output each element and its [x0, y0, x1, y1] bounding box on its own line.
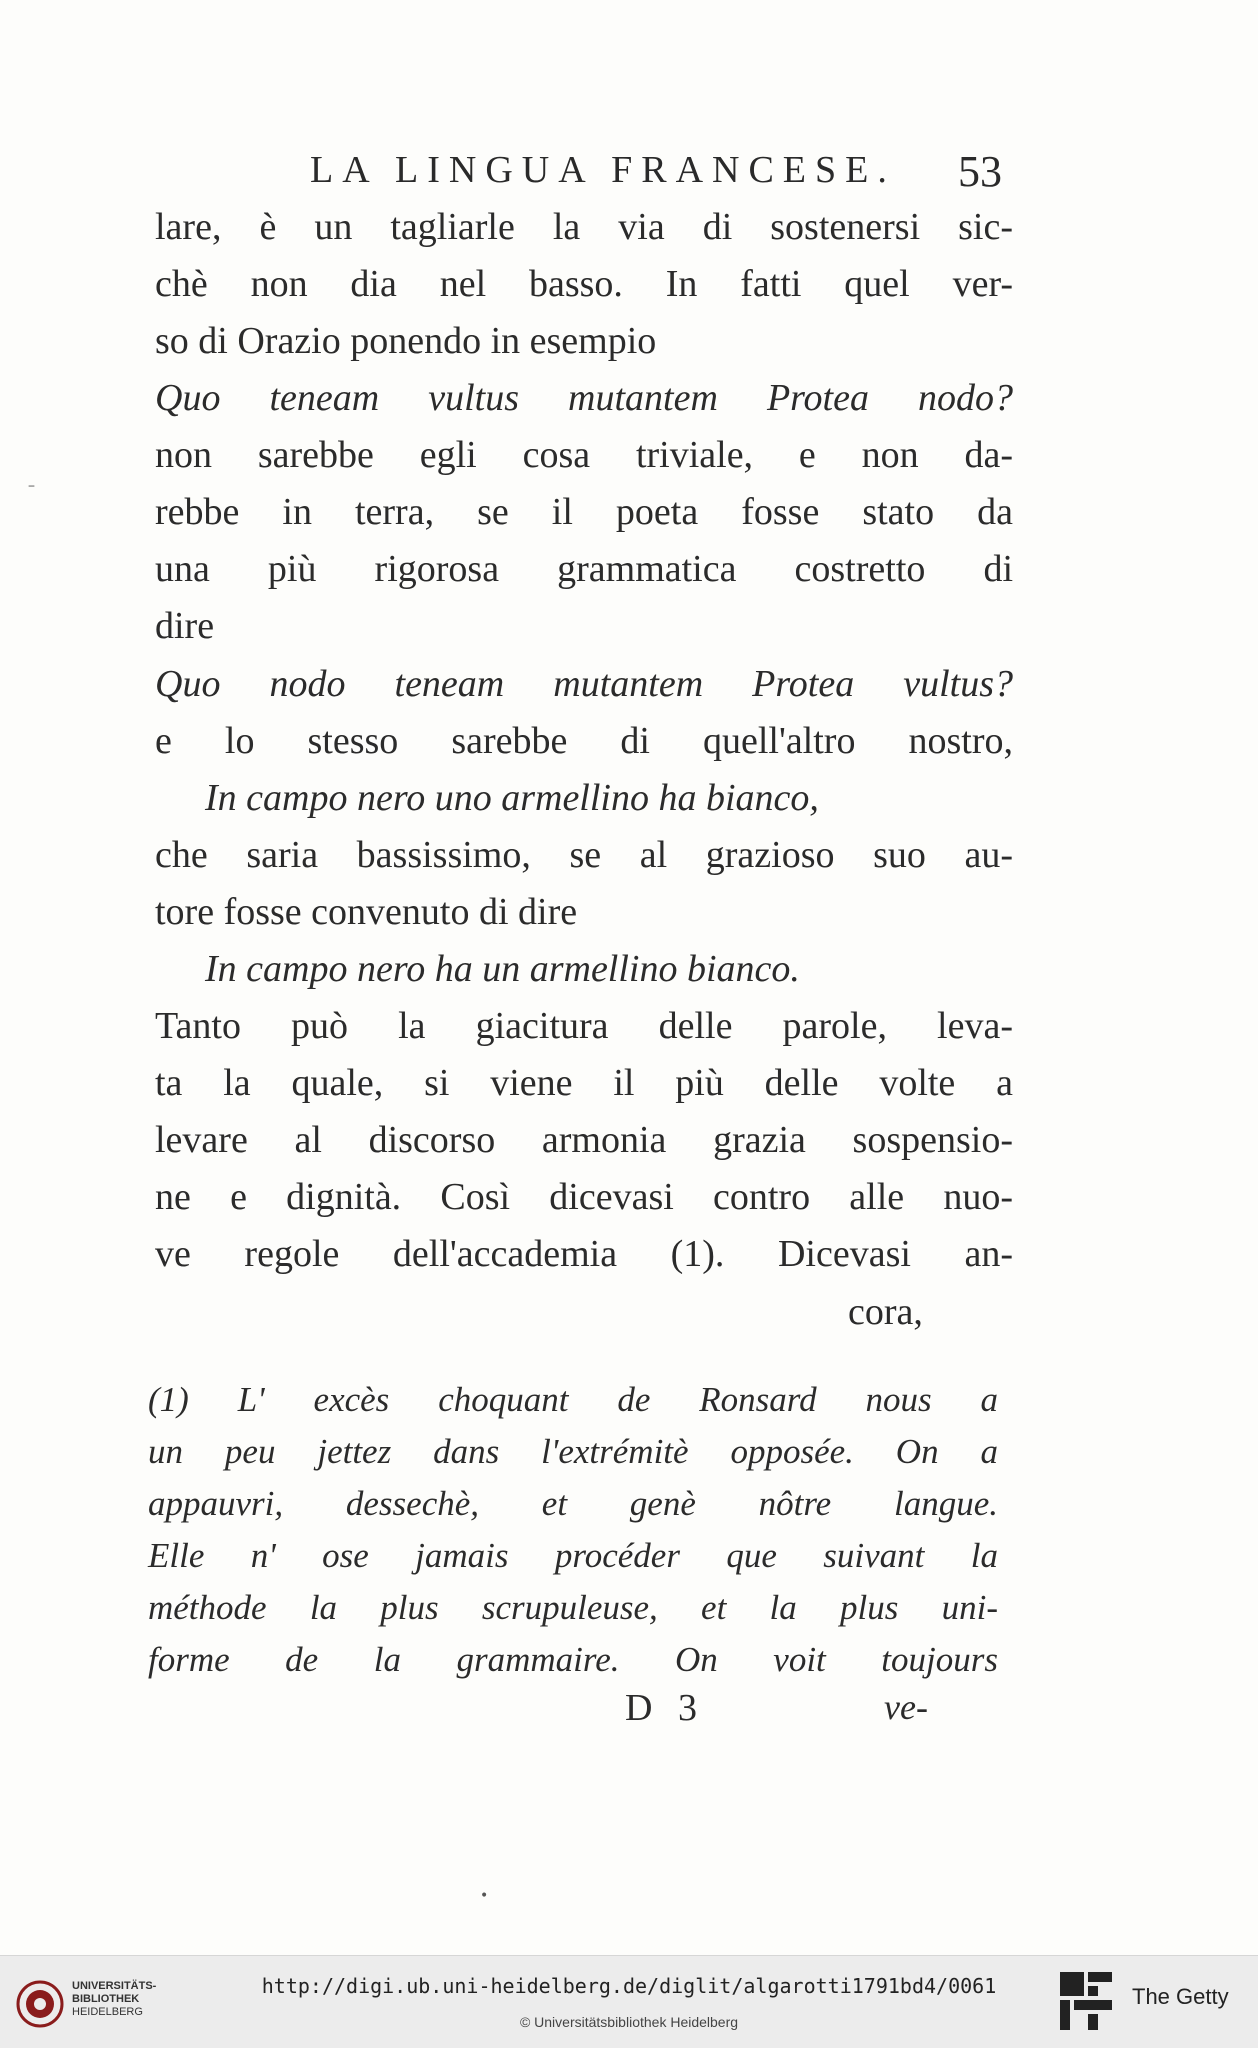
verse-line: In campo nero ha un armellino bianco. [205, 948, 800, 990]
text-line: so di Orazio ponendo in esempio [155, 320, 657, 362]
signature-mark: D 3 [625, 1687, 705, 1729]
text-line: Tanto può la giacitura delle parole, leva- [155, 1005, 1013, 1047]
partner-name: The Getty [1132, 1984, 1229, 2009]
ink-spot: • [480, 1888, 489, 1904]
page-url-link[interactable]: http://digi.ub.uni-heidelberg.de/diglit/algarotti1791bd4/0061 [261, 1974, 997, 1998]
catchword: ve- [884, 1687, 928, 1727]
margin-mark: – [28, 478, 35, 494]
verse-line: Quo teneam vultus mutantem Protea nodo? [155, 377, 1013, 419]
text-line: dire [155, 605, 215, 647]
footnote-line: forme de la grammaire. On voit toujours [148, 1640, 998, 1679]
footnote-line: méthode la plus scrupuleuse, et la plus uni- [148, 1588, 998, 1627]
running-title: LA LINGUA FRANCESE. [310, 149, 896, 191]
text-line: lare, è un tagliarle la via di sostenersi sic- [155, 206, 1013, 248]
footnote-line: appauvri, dessechè, et genè nôtre langue. [148, 1484, 998, 1523]
text-line: ta la quale, si viene il più delle volte a [155, 1062, 1013, 1104]
verse-line: In campo nero uno armellino ha bianco, [205, 777, 819, 819]
text-line: rebbe in terra, se il poeta fosse stato da [155, 491, 1013, 533]
footnote-line: un peu jettez dans l'extrémitè opposée. On a [148, 1432, 998, 1471]
text-line: e lo stesso sarebbe di quell'altro nostro, [155, 720, 1013, 762]
page-number: 53 [958, 147, 1002, 196]
catchword: cora, [848, 1291, 923, 1333]
text-line: ne e dignità. Così dicevasi contro alle nuo- [155, 1176, 1013, 1218]
text-line: non sarebbe egli cosa triviale, e non da- [155, 434, 1013, 476]
text-line: tore fosse convenuto di dire [155, 891, 578, 933]
footnote-line: (1) L' excès choquant de Ronsard nous a [148, 1380, 998, 1419]
library-name: UNIVERSITÄTS- BIBLIOTHEK HEIDELBERG [72, 1980, 157, 2018]
text-line: una più rigorosa grammatica costretto di [155, 548, 1013, 590]
text-line: che saria bassissimo, se al grazioso suo au- [155, 834, 1013, 876]
verse-line: Quo nodo teneam mutantem Protea vultus? [155, 663, 1013, 705]
text-line: ve regole dell'accademia (1). Dicevasi an- [155, 1233, 1013, 1275]
viewer-footer [0, 1955, 1258, 2048]
copyright-notice: © Universitätsbibliothek Heidelberg [519, 2014, 739, 2030]
getty-logo-icon [1058, 1970, 1114, 2034]
text-line: chè non dia nel basso. In fatti quel ver- [155, 263, 1013, 305]
footnote-line: Elle n' ose jamais procéder que suivant la [148, 1536, 998, 1575]
text-line: levare al discorso armonia grazia sospensio- [155, 1119, 1013, 1161]
